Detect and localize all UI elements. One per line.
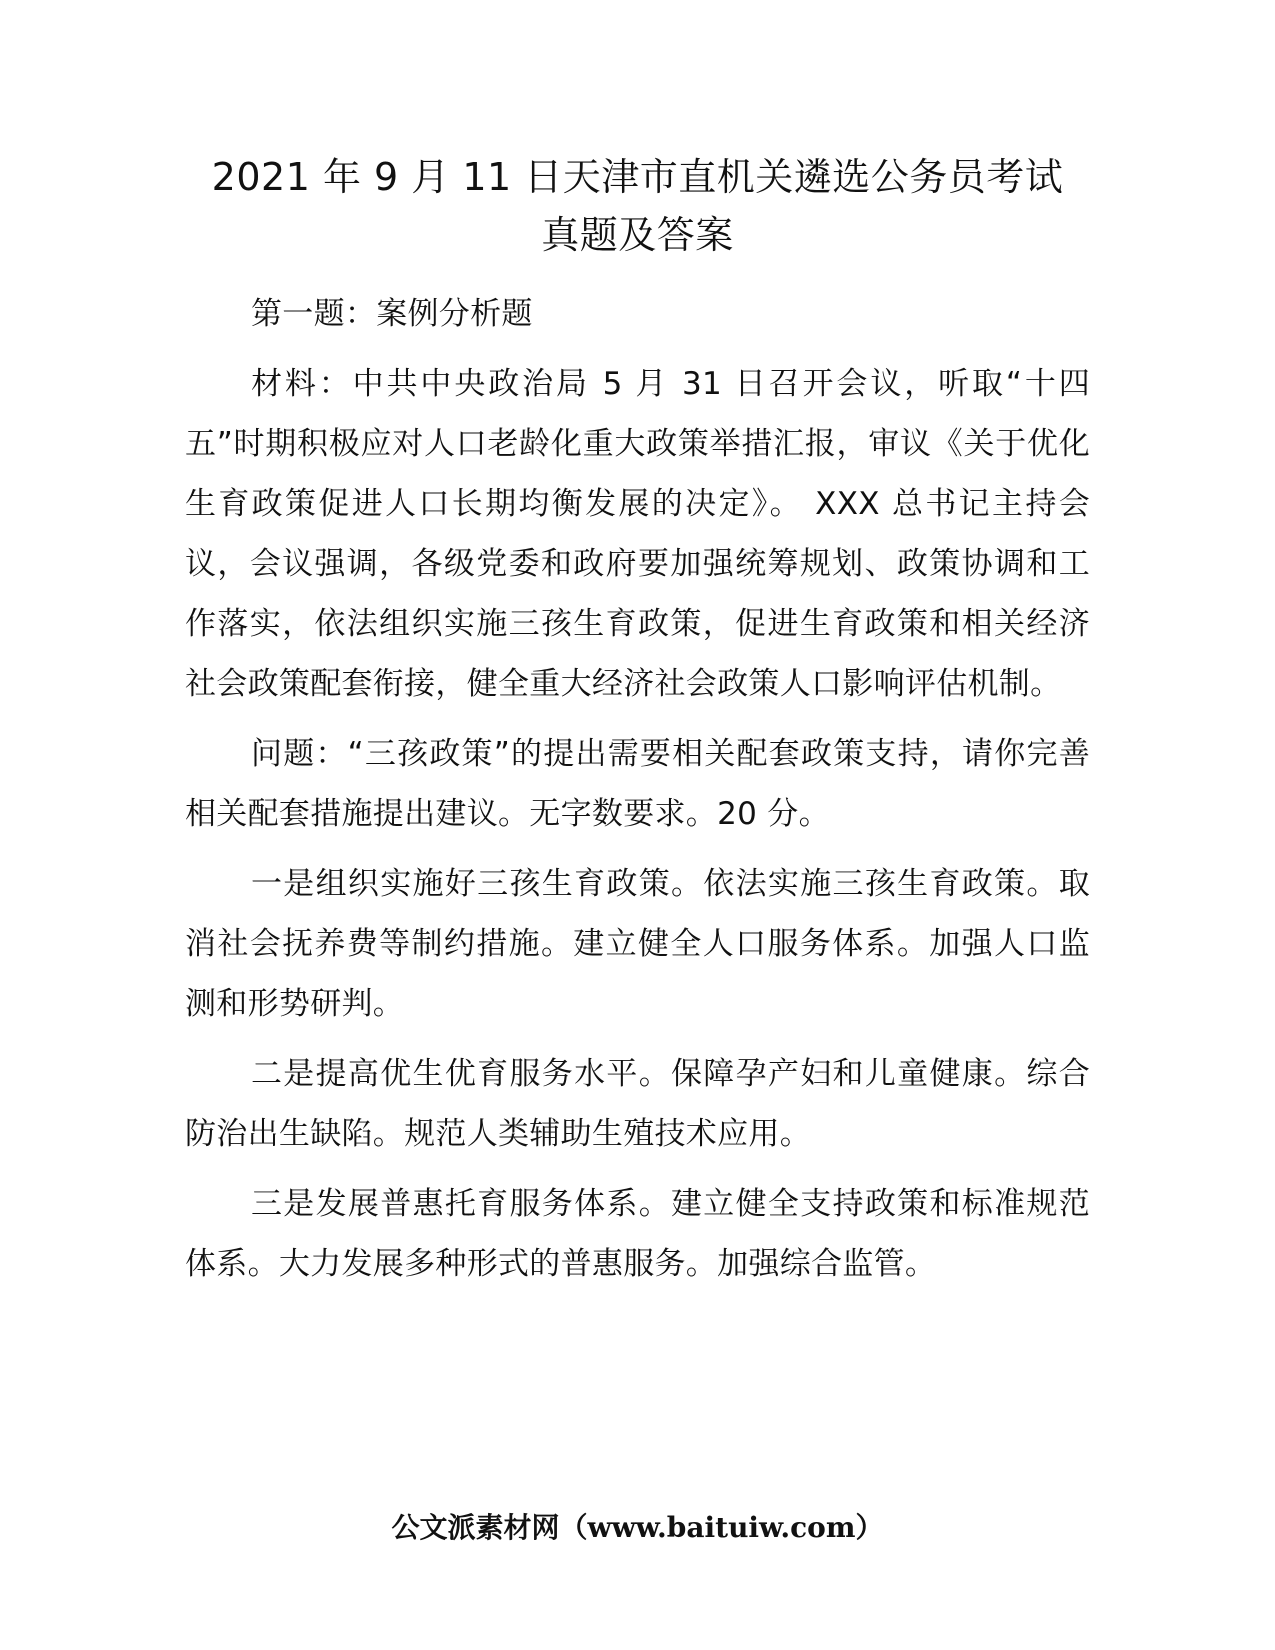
answer-point-3: 三是发展普惠托育服务体系。建立健全支持政策和标准规范体系。大力发展多种形式的普惠服务。加强综合监管。 bbox=[185, 1186, 1090, 1282]
document-title bbox=[150, 148, 1125, 264]
document-body bbox=[185, 284, 1090, 1304]
material-paragraph: 材料：中共中央政治局 5 月 31 日召开会议，听取“十四五”时期积极应对人口老龄化重大政策举措汇报，审议《关于优化生育政策促进人口长期均衡发展的决定》。 XXX 总书记主持会议，会议强调，各级党委和政府要加强统筹规划、政策协调和工作落实，依法组织实施三孩生育政策，促进生育政策和相关经济社会政策配套衔接，健全重大经济社会政策人口影响评估机制。 bbox=[185, 366, 1090, 702]
answer-point-2: 二是提高优生优育服务水平。保障孕产妇和儿童健康。综合防治出生缺陷。规范人类辅助生殖技术应用。 bbox=[185, 1056, 1090, 1152]
title-line-2: 真题及答案 bbox=[541, 213, 734, 257]
page-footer: 公文派素材网（www.baituiw.com） bbox=[391, 1511, 884, 1544]
answer-point-1: 一是组织实施好三孩生育政策。依法实施三孩生育政策。取消社会抚养费等制约措施。建立健全人口服务体系。加强人口监测和形势研判。 bbox=[185, 866, 1090, 1022]
section-heading: 第一题：案例分析题 bbox=[251, 296, 533, 332]
title-line-1: 2021 年 9 月 11 日天津市直机关遴选公务员考试 bbox=[211, 155, 1064, 199]
question-paragraph: 问题：“三孩政策”的提出需要相关配套政策支持，请你完善相关配套措施提出建议。无字数要求。20 分。 bbox=[185, 736, 1090, 832]
